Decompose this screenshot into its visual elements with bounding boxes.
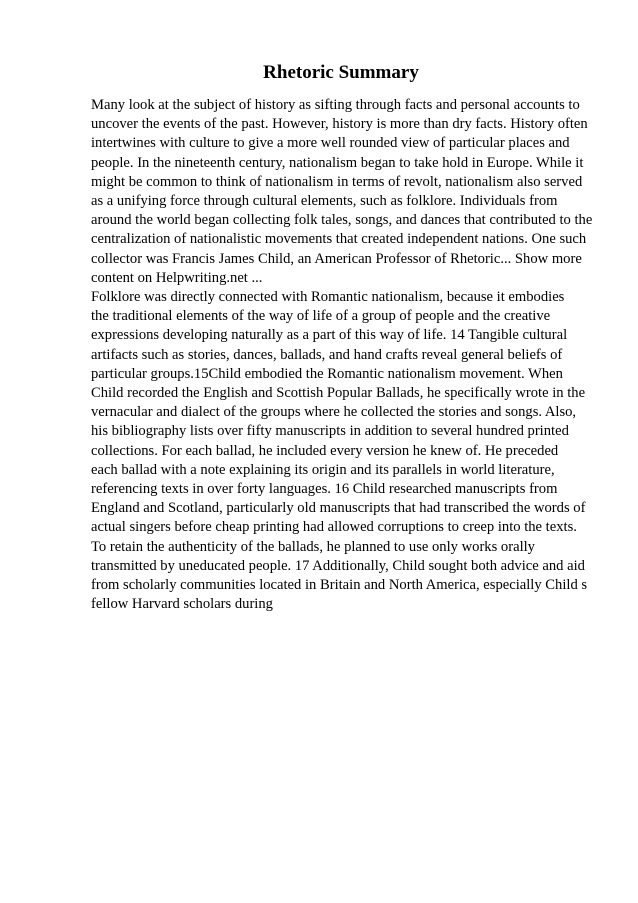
text-line: To retain the authenticity of the ballads, he planned to use only works orally xyxy=(91,538,535,555)
text-line: particular groups.15Child embodied the Romantic nationalism movement. When xyxy=(91,365,563,382)
page-title: Rhetoric Summary xyxy=(263,62,419,83)
text-line: from scholarly communities located in Britain and North America, especially Child s xyxy=(91,577,588,594)
text-line: the traditional elements of the way of life of a group of people and the creative xyxy=(91,308,551,325)
text-line: referencing texts in over forty languages. 16 Child researched manuscripts from xyxy=(91,481,558,498)
text-line: actual singers before cheap printing had allowed corruptions to creep into the texts. xyxy=(91,519,577,536)
text-line: Many look at the subject of history as sifting through facts and personal accounts to xyxy=(91,97,580,113)
text-line: his bibliography lists over fifty manuscripts in addition to several hundred printed xyxy=(91,423,569,440)
text-line: each ballad with a note explaining its origin and its parallels in world literature, xyxy=(91,461,555,478)
text-line: Folklore was directly connected with Romantic nationalism, because it embodies xyxy=(91,289,565,306)
text-line: expressions developing naturally as a part of this way of life. 14 Tangible cultural xyxy=(91,327,568,344)
text-line: content on Helpwriting.net ... xyxy=(91,269,263,286)
text-line: collector was Francis James Child, an American Professor of Rhetoric... Show more xyxy=(91,250,582,267)
text-line: uncover the events of the past. However, history is more than dry facts. History often xyxy=(91,116,588,133)
text-line: as a unifying force through cultural elements, such as folklore. Individuals from xyxy=(91,193,558,210)
text-line: might be common to think of nationalism in terms of revolt, nationalism also served xyxy=(91,173,583,190)
text-line: fellow Harvard scholars during xyxy=(91,596,273,613)
text-line: around the world began collecting folk tales, songs, and dances that contributed to the xyxy=(91,212,593,229)
text-line: artifacts such as stories, dances, ballads, and hand crafts reveal general beliefs of xyxy=(91,346,563,363)
text-line: collections. For each ballad, he included every version he knew of. He preceded xyxy=(91,442,559,459)
text-line: people. In the nineteenth century, nationalism began to take hold in Europe. While it xyxy=(91,154,584,171)
document-body xyxy=(91,96,611,614)
text-line: vernacular and dialect of the groups where he collected the stories and songs. Also, xyxy=(91,404,577,421)
text-line: centralization of nationalistic movements that created independent nations. One such xyxy=(91,231,587,248)
text-line: England and Scotland, particularly old manuscripts that had transcribed the words of xyxy=(91,500,586,517)
text-line: intertwines with culture to give a more well rounded view of particular places and xyxy=(91,135,570,152)
text-line: Child recorded the English and Scottish Popular Ballads, he specifically wrote in the xyxy=(91,385,586,402)
text-line: transmitted by uneducated people. 17 Additionally, Child sought both advice and aid xyxy=(91,557,585,574)
